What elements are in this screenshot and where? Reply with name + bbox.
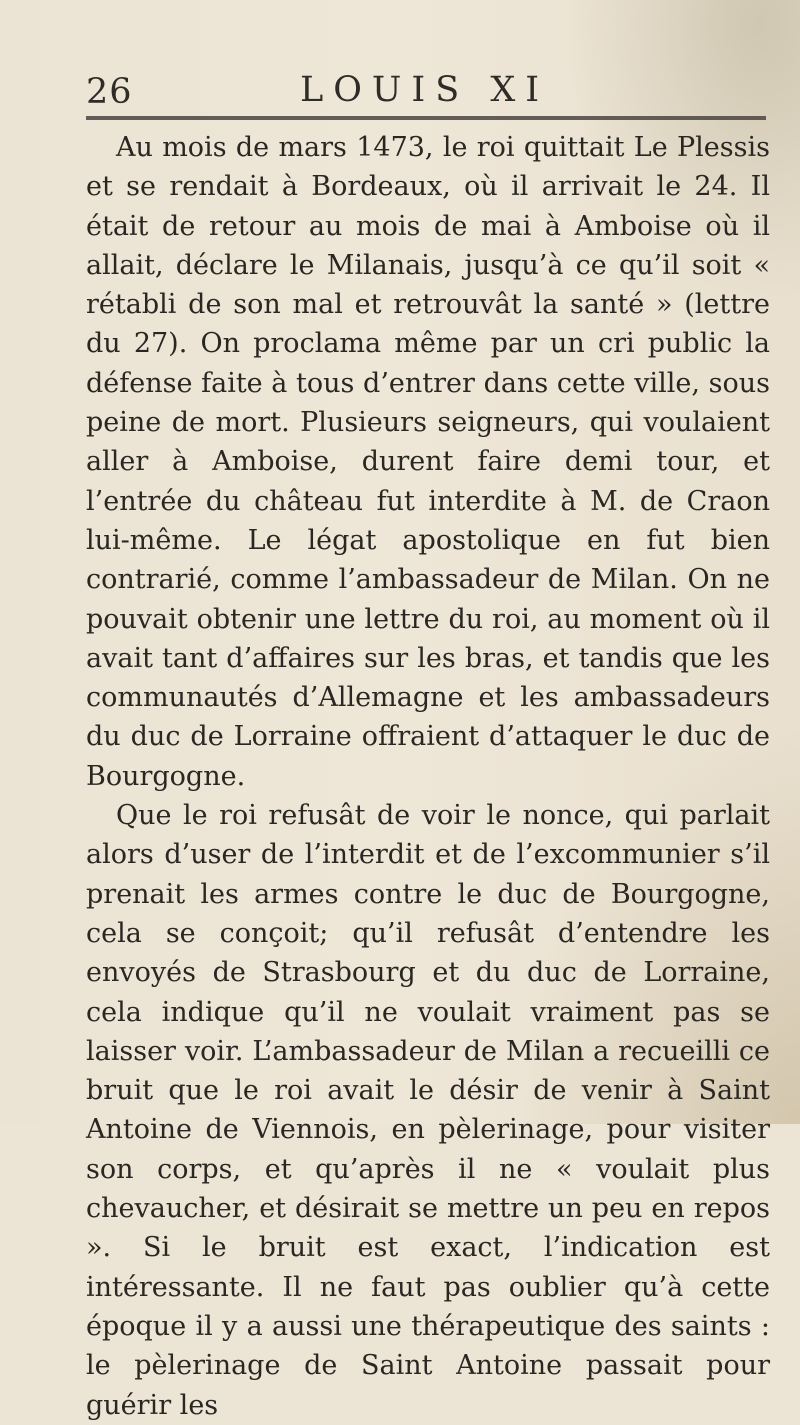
paragraph-2: Que le roi refusât de voir le nonce, qui parlait alors d’user de l’interdit et de l’excommunier s’il prenait les armes contre le duc de Bourgogne, cela se conçoit; qu’il refusât d’entendre les envoyés de Strasbourg et du duc de Lorraine, cela indique qu’il ne voulait vraiment pas se laisser voir. L’ambassadeur de Milan a recueilli ce bruit que le roi avait le désir de venir à Saint Antoine de Viennois, en pèlerinage, pour visiter son corps, et qu’après il ne « voulait plus chevaucher, et désirait se mettre un peu en repos ». Si le bruit est exact, l’indication est intéressante. Il ne faut pas oublier qu’à cette époque il y a aussi une thérapeutique des saints : le pèlerinage de Saint Antoine passait pour guérir les <box>86 800 770 1421</box>
paragraph-1: Au mois de mars 1473, le roi quittait Le Plessis et se rendait à Bordeaux, où il arrivait le 24. Il était de retour au mois de mai à Amboise où il allait, déclare le Milanais, jusqu’à ce qu’il soit « rétabli de son mal et retrouvât la santé » (lettre du 27). On proclama même par un cri public la défense faite à tous d’entrer dans cette ville, sous peine de mort. Plusieurs seigneurs, qui voulaient aller à Amboise, durent faire demi tour, et l’entrée du château fut interdite à M. de Craon lui-même. Le légat apostolique en fut bien contrarié, comme l’ambassadeur de Milan. On ne pouvait obtenir une lettre du roi, au moment où il avait tant d’affaires sur les bras, et tandis que les communautés d’Allemagne et les ambassadeurs du duc de Lorraine offraient d’attaquer le duc de Bourgogne. <box>86 132 770 792</box>
running-title: LOUIS XI <box>300 70 550 110</box>
page-number: 26 <box>86 72 133 112</box>
header-rule <box>86 116 766 120</box>
page-header <box>86 70 766 120</box>
body-text <box>86 128 770 1425</box>
